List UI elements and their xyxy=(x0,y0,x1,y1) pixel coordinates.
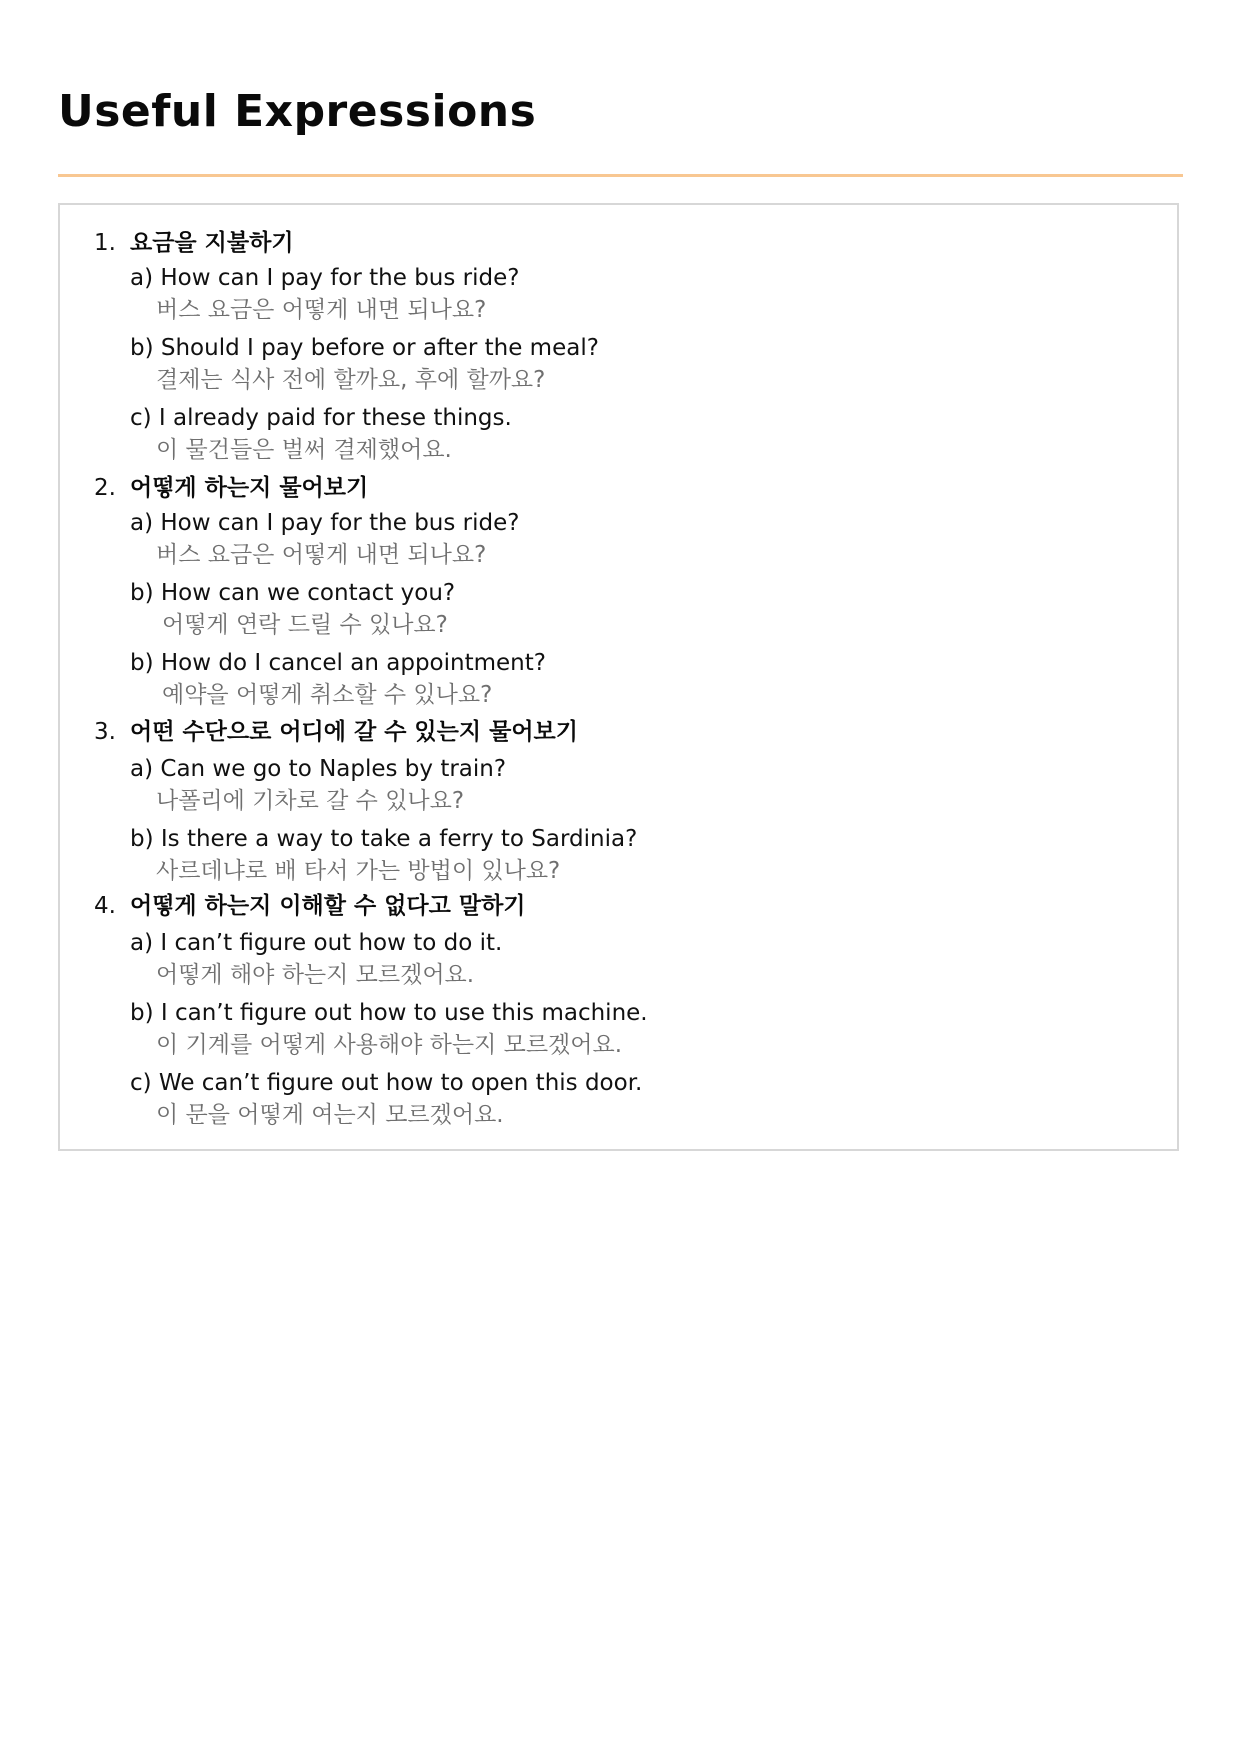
section-heading xyxy=(60,889,1177,923)
section-title: 어떤 수단으로 어디에 갈 수 있는지 물어보기 xyxy=(130,719,578,745)
expression-item xyxy=(60,646,1177,710)
section-title: 요금을 지불하기 xyxy=(130,230,294,256)
section-number: 2. xyxy=(94,475,116,501)
english-sentence: b) Is there a way to take a ferry to Sardinia? xyxy=(130,826,638,852)
expressions-box xyxy=(58,203,1179,1151)
korean-translation: 이 기계를 어떻게 사용해야 하는지 모르겠어요. xyxy=(156,1032,623,1058)
expression-item xyxy=(60,401,1177,465)
english-sentence: a) I can’t figure out how to do it. xyxy=(130,930,503,956)
section-heading xyxy=(60,715,1177,749)
english-sentence: b) I can’t figure out how to use this machine. xyxy=(130,1000,648,1026)
english-sentence: b) Should I pay before or after the meal? xyxy=(130,335,599,361)
korean-translation: 어떻게 해야 하는지 모르겠어요. xyxy=(156,962,475,988)
section-number: 1. xyxy=(94,230,116,256)
expression-item xyxy=(60,261,1177,325)
expression-item xyxy=(60,576,1177,640)
section-number: 4. xyxy=(94,893,116,919)
section-title: 어떻게 하는지 이해할 수 없다고 말하기 xyxy=(130,893,526,919)
english-sentence: b) How can we contact you? xyxy=(130,580,456,606)
english-sentence: c) We can’t figure out how to open this door. xyxy=(130,1070,643,1096)
title-divider xyxy=(58,174,1183,177)
english-sentence: a) How can I pay for the bus ride? xyxy=(130,510,520,536)
section-title: 어떻게 하는지 물어보기 xyxy=(130,475,369,501)
expression-item xyxy=(60,1066,1177,1130)
korean-translation: 예약을 어떻게 취소할 수 있나요? xyxy=(162,682,493,708)
section-number: 3. xyxy=(94,719,116,745)
korean-translation: 버스 요금은 어떻게 내면 되나요? xyxy=(156,542,487,568)
korean-translation: 나폴리에 기차로 갈 수 있나요? xyxy=(156,788,465,814)
page-title: Useful Expressions xyxy=(58,86,537,137)
expression-item xyxy=(60,822,1177,886)
korean-translation: 결제는 식사 전에 할까요, 후에 할까요? xyxy=(156,367,546,393)
english-sentence: b) How do I cancel an appointment? xyxy=(130,650,546,676)
section-heading xyxy=(60,471,1177,505)
section-heading xyxy=(60,226,1177,260)
korean-translation: 사르데냐로 배 타서 가는 방법이 있나요? xyxy=(156,858,561,884)
expression-item xyxy=(60,331,1177,395)
expression-item xyxy=(60,506,1177,570)
korean-translation: 이 물건들은 벌써 결제했어요. xyxy=(156,437,452,463)
expression-item xyxy=(60,752,1177,816)
korean-translation: 버스 요금은 어떻게 내면 되나요? xyxy=(156,297,487,323)
korean-translation: 어떻게 연락 드릴 수 있나요? xyxy=(162,612,448,638)
english-sentence: a) Can we go to Naples by train? xyxy=(130,756,507,782)
english-sentence: c) I already paid for these things. xyxy=(130,405,512,431)
expression-item xyxy=(60,996,1177,1060)
expression-item xyxy=(60,926,1177,990)
english-sentence: a) How can I pay for the bus ride? xyxy=(130,265,520,291)
korean-translation: 이 문을 어떻게 여는지 모르겠어요. xyxy=(156,1102,504,1128)
